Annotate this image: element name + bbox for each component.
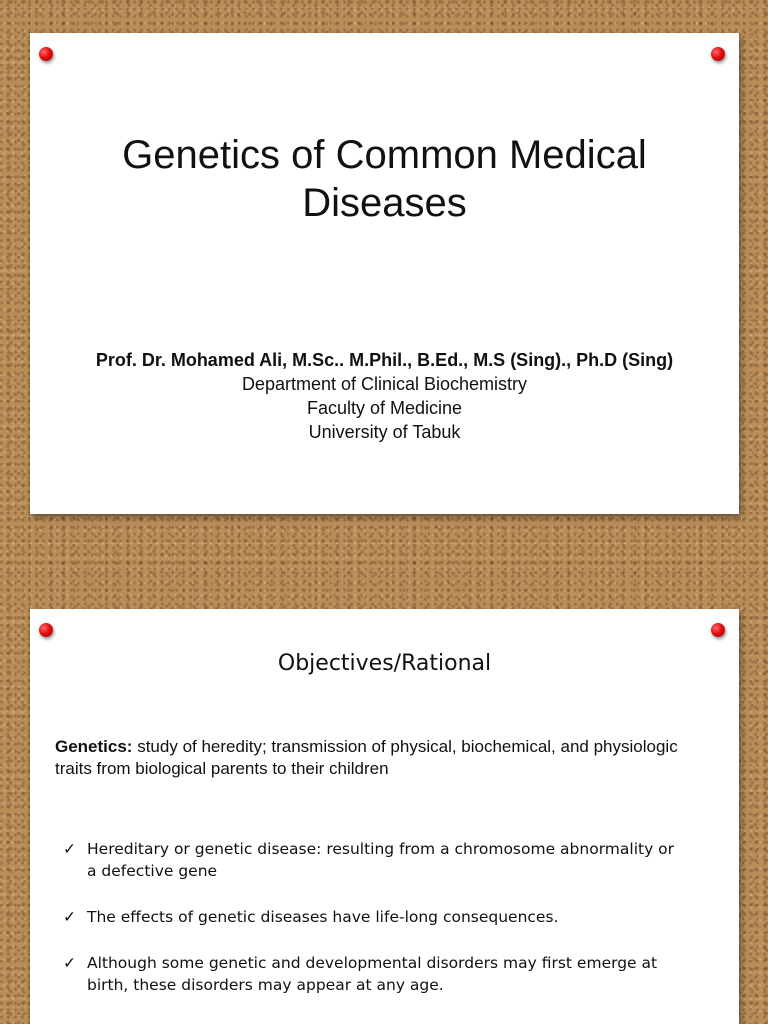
pushpin-icon bbox=[39, 623, 53, 637]
objectives-list bbox=[63, 838, 684, 1020]
author-block bbox=[30, 348, 739, 444]
slide-title bbox=[30, 131, 739, 227]
list-item bbox=[63, 952, 684, 996]
check-icon: ✓ bbox=[63, 954, 76, 972]
university: University of Tabuk bbox=[308, 422, 461, 442]
pushpin-icon bbox=[711, 47, 725, 61]
slide-2 bbox=[30, 609, 739, 1024]
faculty: Faculty of Medicine bbox=[306, 398, 463, 418]
list-item-text: Hereditary or genetic disease: resulting from a chromosome abnormality or a defective gene bbox=[87, 840, 675, 880]
slide-title-line-2: Diseases bbox=[302, 181, 467, 225]
list-item bbox=[63, 906, 684, 928]
pushpin-icon bbox=[711, 623, 725, 637]
slide-title-line-1: Genetics of Common Medical bbox=[122, 133, 647, 177]
author-name: Prof. Dr. Mohamed Ali, M.Sc.. M.Phil., B.Ed., M.S (Sing)., Ph.D (Sing) bbox=[95, 350, 674, 370]
check-icon: ✓ bbox=[63, 840, 76, 858]
pushpin-icon bbox=[39, 47, 53, 61]
list-item-text: Although some genetic and developmental disorders may first emerge at birth, these disorders may appear at any age. bbox=[87, 954, 658, 994]
genetics-definition bbox=[55, 736, 679, 780]
objectives-title: Objectives/Rational bbox=[277, 651, 492, 676]
definition-term: Genetics: bbox=[55, 737, 133, 756]
department: Department of Clinical Biochemistry bbox=[241, 374, 528, 394]
list-item-text: The effects of genetic diseases have life-long consequences. bbox=[87, 908, 559, 926]
definition-text: study of heredity; transmission of physical, biochemical, and physiologic traits from biological parents to their children bbox=[55, 737, 678, 778]
slide-1 bbox=[30, 33, 739, 514]
check-icon: ✓ bbox=[63, 908, 76, 926]
list-item bbox=[63, 838, 684, 882]
